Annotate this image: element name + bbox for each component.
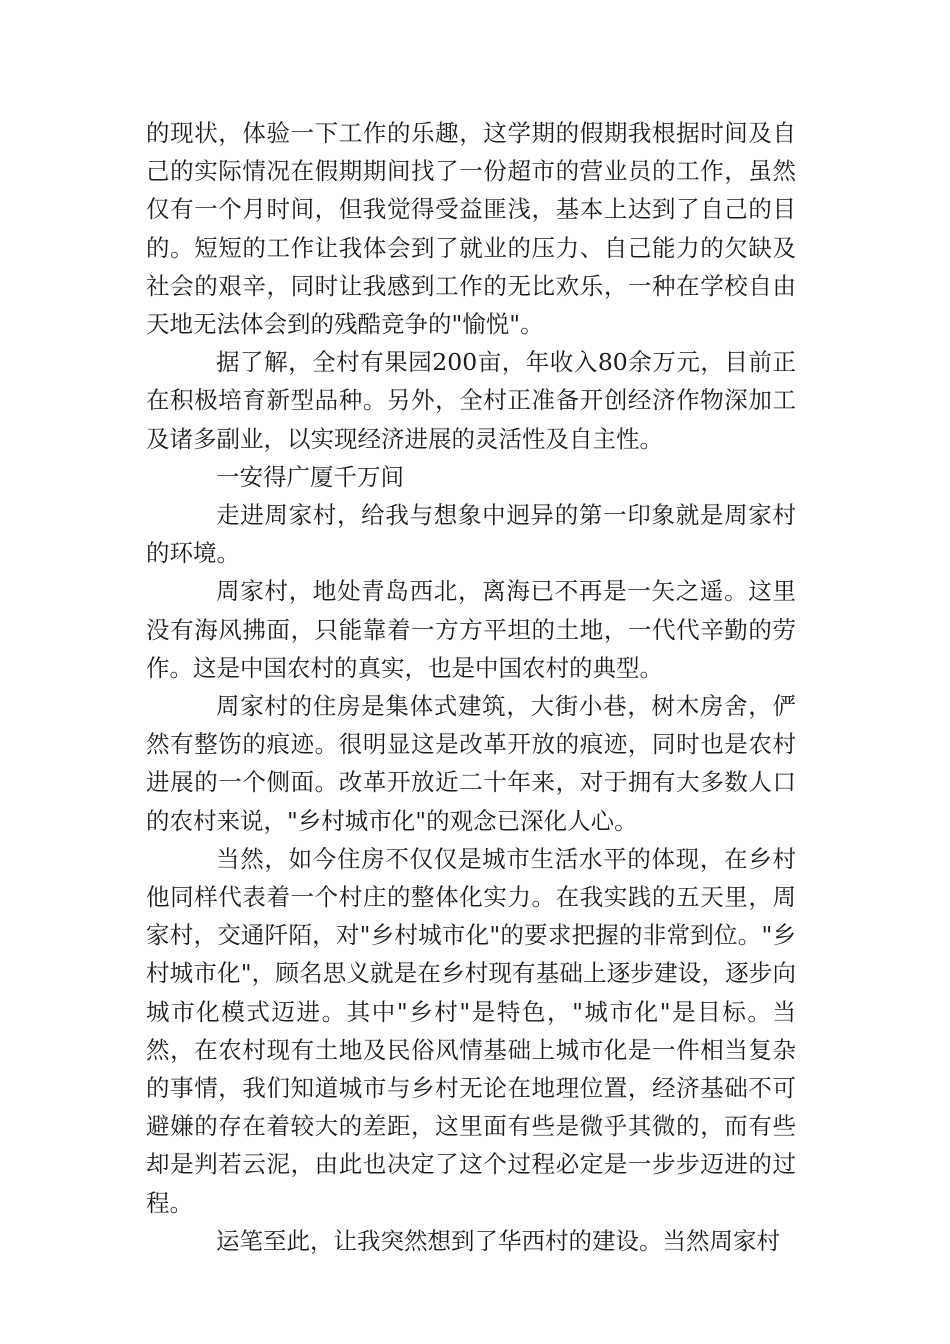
paragraph-5: 周家村，地处青岛西北，离海已不再是一矢之遥。这里没有海风拂面，只能靠着一方方平坦的土地，一代代辛勤的劳作。这是中国农村的真实，也是中国农村的典型。 bbox=[146, 577, 796, 682]
paragraph-4: 走进周家村，给我与想象中迥异的第一印象就是周家村的环境。 bbox=[146, 501, 796, 568]
section-heading: 一安得广厦千万间 bbox=[216, 462, 404, 491]
paragraph-2: 据了解，全村有果园200亩，年收入80余万元，目前正在积极培育新型品种。另外，全村正准备开创经济作物深加工及诸多副业，以实现经济进展的灵活性及自主性。 bbox=[146, 348, 796, 453]
document-body bbox=[146, 114, 796, 1260]
paragraph-8: 运笔至此，让我突然想到了华西村的建设。当然周家村 bbox=[216, 1226, 780, 1255]
paragraph-6: 周家村的住房是集体式建筑，大街小巷，树木房舍，俨然有整饬的痕迹。很明显这是改革开放的痕迹，同时也是农村进展的一个侧面。改革开放近二十年来，对于拥有大多数人口的农村来说，"乡村城市化"的观念已深化人心。 bbox=[146, 692, 796, 835]
paragraph-7: 当然，如今住房不仅仅是城市生活水平的体现，在乡村他同样代表着一个村庄的整体化实力。在我实践的五天里，周家村，交通阡陌，对"乡村城市化"的要求把握的非常到位。"乡村城市化"，顾名思义就是在乡村现有基础上逐步建设，逐步向城市化模式迈进。其中"乡村"是特色，"城市化"是目标。当然，在农村现有土地及民俗风情基础上城市化是一件相当复杂的事情，我们知道城市与乡村无论在地理位置，经济基础不可避嫌的存在着较大的差距，这里面有些是微乎其微的，而有些却是判若云泥，由此也决定了这个过程必定是一步步迈进的过程。 bbox=[146, 844, 796, 1217]
paragraph-1: 的现状，体验一下工作的乐趣，这学期的假期我根据时间及自己的实际情况在假期期间找了一份超市的营业员的工作，虽然仅有一个月时间，但我觉得受益匪浅，基本上达到了自己的目的。短短的工作让我体会到了就业的压力、自己能力的欠缺及社会的艰辛，同时让我感到工作的无比欢乐，一种在学校自由天地无法体会到的残酷竞争的"愉悦"。 bbox=[146, 119, 796, 339]
